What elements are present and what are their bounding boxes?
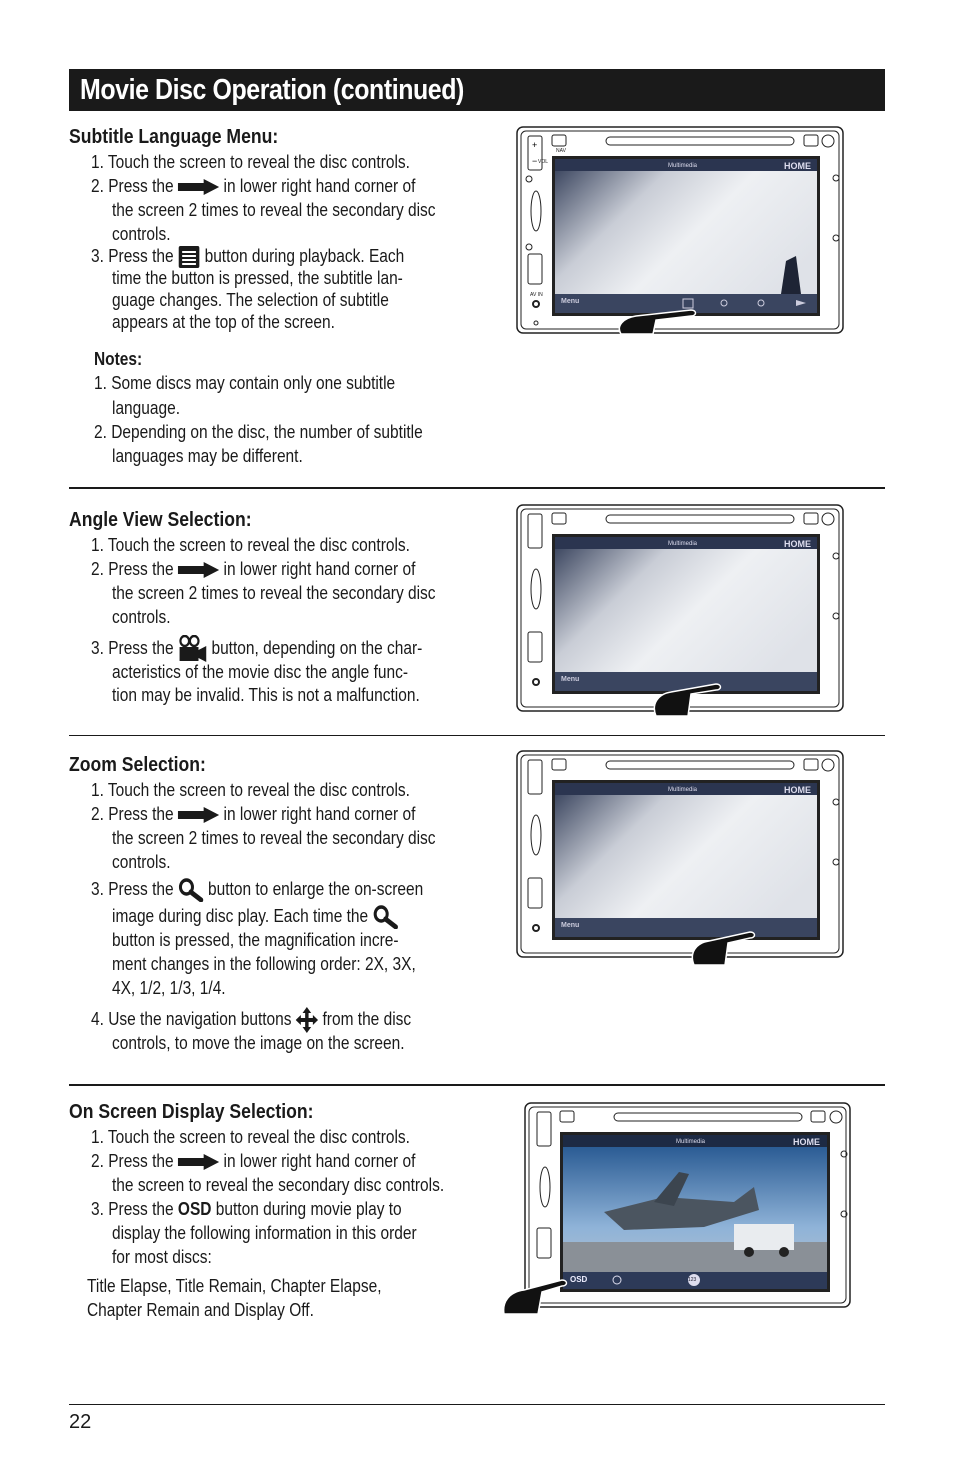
note-2: 2. Depending on the disc, the number of subtitle	[94, 422, 423, 442]
home-button[interactable]: HOME	[784, 539, 811, 549]
zoom-section	[69, 754, 479, 777]
next-arrow-icon	[178, 807, 219, 823]
osd-heading: On Screen Display Selection:	[69, 1101, 314, 1123]
section-divider	[69, 1084, 885, 1086]
screen-title: Multimedia	[668, 787, 698, 793]
avin-label: AV IN	[530, 292, 543, 298]
magnifier-icon	[178, 878, 204, 902]
subtitle-step-2-cont2: controls.	[112, 224, 171, 244]
zoom-step-2-cont2: controls.	[112, 852, 171, 872]
zoom-step-3-cont4: 4X, 1/2, 1/3, 1/4.	[112, 978, 226, 998]
screen-title: Multimedia	[668, 163, 698, 169]
angle-step-2: 2. Press the in lower right hand corner of	[91, 559, 416, 579]
footer-divider	[69, 1404, 885, 1405]
note-1-cont: language.	[112, 398, 181, 418]
osd-step-3-cont2: for most discs:	[112, 1247, 212, 1267]
menu-button[interactable]: Menu	[561, 922, 580, 929]
subtitle-step-3-cont: time the button is pressed, the subtitle lan-	[112, 268, 403, 288]
section-divider	[69, 735, 885, 736]
next-arrow-icon	[178, 1154, 219, 1170]
subtitle-heading: Subtitle Language Menu:	[69, 126, 279, 148]
navigation-cross-icon	[296, 1007, 318, 1033]
screen-title: Multimedia	[676, 1139, 706, 1145]
angle-step-3: 3. Press the button, depending on the char-	[91, 635, 422, 663]
zoom-step-1: 1. Touch the screen to reveal the disc controls.	[91, 780, 410, 800]
zoom-step-4-cont: controls, to move the image on the screen.	[112, 1033, 405, 1053]
page-title: Movie Disc Operation (continued)	[80, 74, 464, 106]
osd-step-3: 3. Press the OSD button during movie play to	[91, 1199, 402, 1219]
magnifier-icon	[372, 905, 398, 929]
device-illustration-angle	[516, 504, 844, 721]
subtitle-step-2-cont: the screen 2 times to reveal the secondary disc	[112, 200, 436, 220]
osd-step-2-cont: the screen to reveal the secondary disc controls.	[112, 1175, 445, 1195]
zoom-step-4: 4. Use the navigation buttons from the disc	[91, 1007, 411, 1033]
subtitle-section	[69, 126, 479, 149]
note-2-cont: languages may be different.	[112, 446, 303, 466]
next-arrow-icon	[178, 562, 219, 578]
notes-heading: Notes:	[94, 349, 143, 369]
menu-button[interactable]: Menu	[561, 676, 580, 683]
osd-button[interactable]: OSD	[570, 1275, 588, 1284]
vol-label: VOL	[538, 159, 549, 165]
angle-heading: Angle View Selection:	[69, 509, 252, 531]
subtitle-step-1: 1. Touch the screen to reveal the disc controls.	[91, 152, 410, 172]
osd-step-3-cont: display the following information in this order	[112, 1223, 417, 1243]
zoom-step-2-cont: the screen 2 times to reveal the secondary disc	[112, 828, 436, 848]
camera-angle-icon	[178, 635, 207, 663]
next-arrow-icon	[178, 179, 219, 195]
note-1: 1. Some discs may contain only one subtitle	[94, 373, 396, 393]
subtitle-step-3: 3. Press the button during playback. Each	[91, 244, 404, 269]
osd-step-2: 2. Press the in lower right hand corner of	[91, 1151, 416, 1171]
zoom-heading: Zoom Selection:	[69, 754, 206, 776]
zoom-step-2: 2. Press the in lower right hand corner of	[91, 804, 416, 824]
device-illustration-osd	[504, 1102, 852, 1323]
device-illustration-subtitle	[516, 126, 844, 341]
angle-section	[69, 509, 479, 532]
subtitle-icon	[683, 299, 693, 308]
zoom-step-3-cont2: button is pressed, the magnification incre-	[112, 930, 399, 950]
page-title-banner	[69, 69, 885, 111]
screen-title: Multimedia	[668, 541, 698, 547]
home-button[interactable]: HOME	[793, 1137, 820, 1147]
zoom-step-3-cont: image during disc play. Each time the	[112, 904, 398, 929]
subtitle-step-3-cont3: appears at the top of the screen.	[112, 312, 335, 332]
svg-text:−: −	[532, 156, 538, 166]
home-button[interactable]: HOME	[784, 161, 811, 171]
number-badge[interactable]: 123	[688, 1277, 697, 1283]
device-illustration-zoom	[516, 750, 844, 973]
angle-step-3-cont: acteristics of the movie disc the angle func-	[112, 662, 408, 682]
svg-text:+: +	[532, 140, 538, 150]
page-number: 22	[69, 1411, 92, 1433]
osd-order-list-cont: Chapter Remain and Display Off.	[87, 1300, 314, 1320]
section-divider	[69, 487, 885, 489]
zoom-step-3: 3. Press the button to enlarge the on-screen	[91, 877, 423, 902]
angle-step-1: 1. Touch the screen to reveal the disc controls.	[91, 535, 410, 555]
osd-section	[69, 1101, 479, 1124]
osd-step-1: 1. Touch the screen to reveal the disc controls.	[91, 1127, 410, 1147]
angle-step-3-cont2: tion may be invalid. This is not a malfunction.	[112, 685, 420, 705]
osd-order-list: Title Elapse, Title Remain, Chapter Elapse,	[87, 1276, 382, 1296]
angle-step-2-cont: the screen 2 times to reveal the secondary disc	[112, 583, 436, 603]
subtitle-step-3-cont2: guage changes. The selection of subtitle	[112, 290, 389, 310]
nav-label: NAV	[556, 148, 566, 154]
angle-step-2-cont2: controls.	[112, 607, 171, 627]
menu-button[interactable]: Menu	[561, 298, 580, 305]
subtitle-step-2: 2. Press the in lower right hand corner of	[91, 176, 416, 196]
zoom-step-3-cont3: ment changes in the following order: 2X, 3X,	[112, 954, 416, 974]
home-button[interactable]: HOME	[784, 785, 811, 795]
